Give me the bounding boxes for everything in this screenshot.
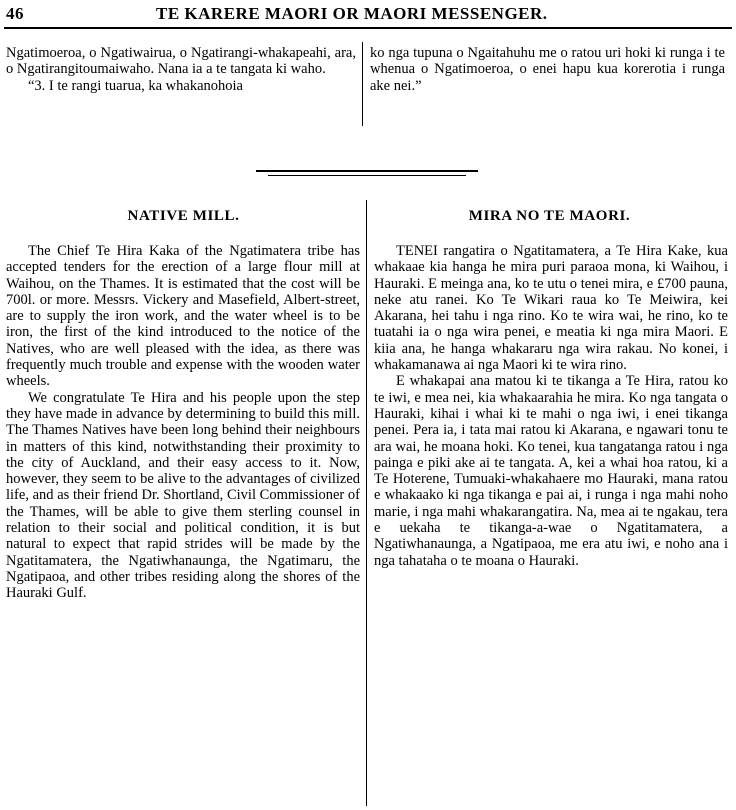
running-head xyxy=(6,2,730,26)
continued-item-3: “3. I te rangi tuarua, ka whakanohoia xyxy=(28,77,243,94)
continued-text-right xyxy=(370,45,725,94)
article-english xyxy=(6,243,360,602)
continued-text-left xyxy=(6,45,356,94)
article-paragraph: TENEI rangatira o Ngatitamatera, a Te Hira Kake, kua whakaae kia hanga he mira puri paraoa mona, ki Waihou, i Hauraki. E meinga ana, ko te utu o tenei mira, e £700 pauna, neke atu ranei. Ko Te Wikari raua ko Te Meiwira, kei Akarana, hei tahu i nga rino. Ko te wira wai, he rino, ko te tuatahi ia o nga wira penei, e meatia ki nga mira Maori. E kiia ana, he hanga whakararu nga wira rakau. No konei, i whakamanawa ai nga Maori ki te wira rino. xyxy=(374,243,728,374)
column-rule-main xyxy=(366,200,367,806)
continued-paragraph-right: ko nga tupuna o Ngaitahuhu me o ratou uri hoki ki runga i te whenua o Ngatimoeroa, o enei hapu kua korerotia i runga ake nei.” xyxy=(370,45,725,94)
section-divider-thin xyxy=(268,175,466,176)
article-paragraph: We congratulate Te Hira and his people upon the step they have made in advance by determining to build this mill. The Thames Natives have been long behind their neighbours in matters of this kind, notwithstanding their proximity to the city of Auckland, and their easy access to it. Now, however, they seem to be alive to the advantages of civilized life, and as their friend Dr. Shortland, Civil Commissioner of the Thames, will be able to give them sterling counsel in relation to their social and political condition, it is but natural to expect that rapid strides will be made by the Ngatitamatera, the Ngatiwhanaunga, the Ngatimaru, the Ngatipaoa, and other tribes residing along the shores of the Hauraki Gulf. xyxy=(6,389,360,602)
column-rule-top xyxy=(362,42,363,126)
article-heading-maori: MIRA NO TE MAORI. xyxy=(468,208,631,224)
article-paragraph: E whakapai ana matou ki te tikanga a Te Hira, ratou ko te iwi, e mea nei, kia whakaarahia he mira. Ko nga tangata o Hauraki, kihai i whai ki te mahi o nga iwi, i enei tikanga penei. Pera ia, i tata mai ratou ki Akarana, e ngawari tonu te ara wai, he moana hoki. Ko tenei, kua tangatanga ratou i nga painga e piki ake ai te tangata. A, kei a whai hoa ratou, ki a Te Hoterene, Tumuaki-whakahaere mo Hauraki, mana ratou e whakaako ki nga tikanga e pai ai, i runga i nga mahi noho marie, i nga mahi whakarangatira. Na, mea ai te ngakau, tera e uekaha te tikanga-a-wae o Ngatitamatera, a Ngatiwhanaunga, a Ngatipaoa, me era atu iwi, e noho ana i nga tahataha o te moana o Hauraki. xyxy=(374,373,728,569)
article-paragraph: The Chief Te Hira Kaka of the Ngatimatera tribe has accepted tenders for the erection of a large flour mill at Waihou, on the Thames. It is estimated that the cost will be 700l. or more. Messrs. Vickery and Masefield, Albert-street, are to supply the iron work, and the water wheel is to be iron, the first of the kind introduced to the notice of the Natives, who are well pleased with the idea, as there was frequently much trouble and expense with the wooden water wheels. xyxy=(6,243,360,390)
masthead-title: TE KARERE MAORI OR MAORI MESSENGER. xyxy=(156,4,548,23)
header-rule xyxy=(4,27,732,29)
section-divider xyxy=(256,170,478,172)
article-heading-english: NATIVE MILL. xyxy=(127,208,240,224)
page-number: 46 xyxy=(6,4,24,23)
continued-paragraph: Ngatimoeroa, o Ngatiwairua, o Ngatirangi-whakapeahi, ara, o Ngatirangitoumaiwaho. Nana ia a te tangata ki waho. xyxy=(6,45,356,78)
article-maori xyxy=(374,243,728,569)
